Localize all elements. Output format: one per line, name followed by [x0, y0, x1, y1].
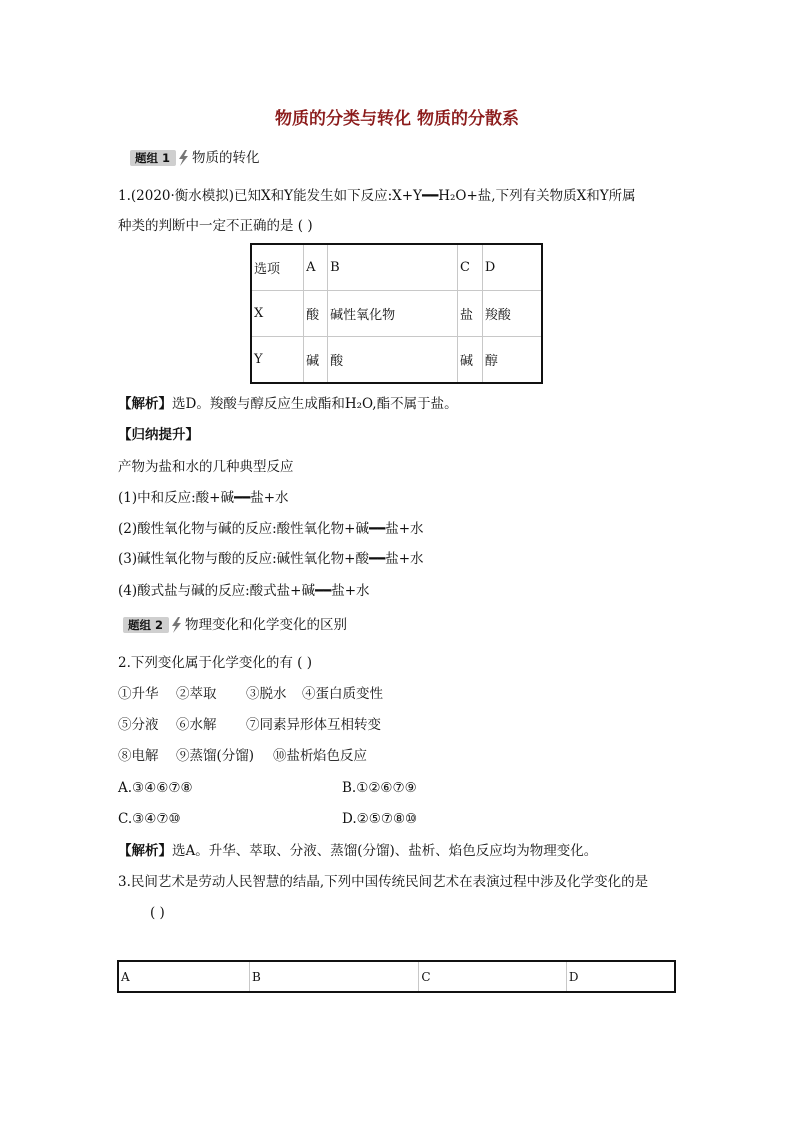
table-cell: 碱 [304, 336, 328, 383]
analysis-tag: 【解析】 [118, 843, 172, 859]
option-item: ①升华 [118, 686, 159, 702]
analysis-text: 选A。升华、萃取、分液、蒸馏(分馏)、盐析、焰色反应均为物理变化。 [172, 843, 598, 859]
table-cell: B [250, 961, 419, 992]
analysis-text: 选D。羧酸与醇反应生成酯和H₂O,酯不属于盐。 [172, 396, 458, 412]
option-item: ⑧电解 [118, 748, 159, 764]
group-1-heading [130, 149, 260, 167]
summary-item: (1)中和反应:酸+碱━━盐+水 [118, 490, 289, 506]
table-row [251, 336, 542, 383]
summary-item: (4)酸式盐与碱的反应:酸式盐+碱━━盐+水 [118, 583, 370, 599]
table-cell: 盐 [457, 291, 482, 337]
group-2-badge: 题组 2 [123, 617, 169, 633]
group-1-badge: 题组 1 [130, 150, 176, 166]
choice-b[interactable]: B.①②⑥⑦⑨ [342, 780, 417, 796]
lightning-icon [169, 617, 183, 633]
table-cell: 选项 [251, 244, 304, 291]
table-cell: 酸 [328, 336, 458, 383]
table-cell: 碱 [457, 336, 482, 383]
option-item: 焰色反应 [313, 748, 367, 764]
q1-line2: 种类的判断中一定不正确的是 ( ) [118, 218, 313, 234]
page-title: 物质的分类与转化 物质的分散系 [275, 109, 519, 129]
options-table [250, 243, 543, 384]
q2-options-line1 [118, 685, 383, 703]
choice-a[interactable]: A.③④⑥⑦⑧ [118, 780, 193, 796]
group-2-label: 物理变化和化学变化的区别 [185, 617, 348, 633]
option-item: ⑥水解 [176, 717, 217, 733]
summary-item: (2)酸性氧化物与碱的反应:酸性氧化物+碱━━盐+水 [118, 521, 424, 537]
table-cell: B [328, 244, 458, 291]
table-cell: A [304, 244, 328, 291]
option-item: ④蛋白质变性 [302, 686, 383, 702]
summary-intro: 产物为盐和水的几种典型反应 [118, 459, 294, 475]
table-cell: C [419, 961, 566, 992]
q2-options-line2 [118, 716, 381, 734]
analysis-1 [118, 395, 458, 413]
table-header-row [251, 244, 542, 291]
group-2-heading [123, 616, 347, 634]
table-cell: D [566, 961, 675, 992]
option-item: ⑨蒸馏(分馏) [176, 748, 255, 764]
q3-line2: ( ) [150, 905, 165, 921]
summary-item: (3)碱性氧化物与酸的反应:碱性氧化物+酸━━盐+水 [118, 551, 424, 567]
table-cell: 碱性氧化物 [328, 291, 458, 337]
q3-line1: 3.民间艺术是劳动人民智慧的结晶,下列中国传统民间艺术在表演过程中涉及化学变化的是 [118, 874, 649, 890]
table-cell: A [118, 961, 250, 992]
q1-line1: 1.(2020·衡水模拟)已知X和Y能发生如下反应:X+Y━━H₂O+盐,下列有关物质X和Y所属 [118, 188, 636, 204]
q2-options-line3 [118, 747, 367, 765]
table-cell: Y [251, 336, 304, 383]
option-item: ⑦同素异形体互相转变 [246, 717, 381, 733]
table-cell: 羧酸 [482, 291, 542, 337]
option-item: ②萃取 [176, 686, 217, 702]
table-cell: 醇 [482, 336, 542, 383]
table-row [251, 291, 542, 337]
lightning-icon [176, 150, 190, 166]
analysis-tag: 【解析】 [118, 396, 172, 412]
q3-options-table [117, 960, 676, 993]
option-item: ⑩盐析 [273, 748, 314, 764]
group-1-label: 物质的转化 [192, 150, 260, 166]
table-cell: X [251, 291, 304, 337]
summary-tag: 【归纳提升】 [118, 427, 199, 443]
q2-stem: 2.下列变化属于化学变化的有 ( ) [118, 655, 312, 671]
table-cell: 酸 [304, 291, 328, 337]
option-item: ③脱水 [246, 686, 287, 702]
table-cell: C [457, 244, 482, 291]
table-cell: D [482, 244, 542, 291]
choice-c[interactable]: C.③④⑦⑩ [118, 811, 181, 827]
table-header-row [118, 961, 675, 992]
analysis-2 [118, 842, 597, 860]
option-item: ⑤分液 [118, 717, 159, 733]
choice-d[interactable]: D.②⑤⑦⑧⑩ [342, 811, 418, 827]
